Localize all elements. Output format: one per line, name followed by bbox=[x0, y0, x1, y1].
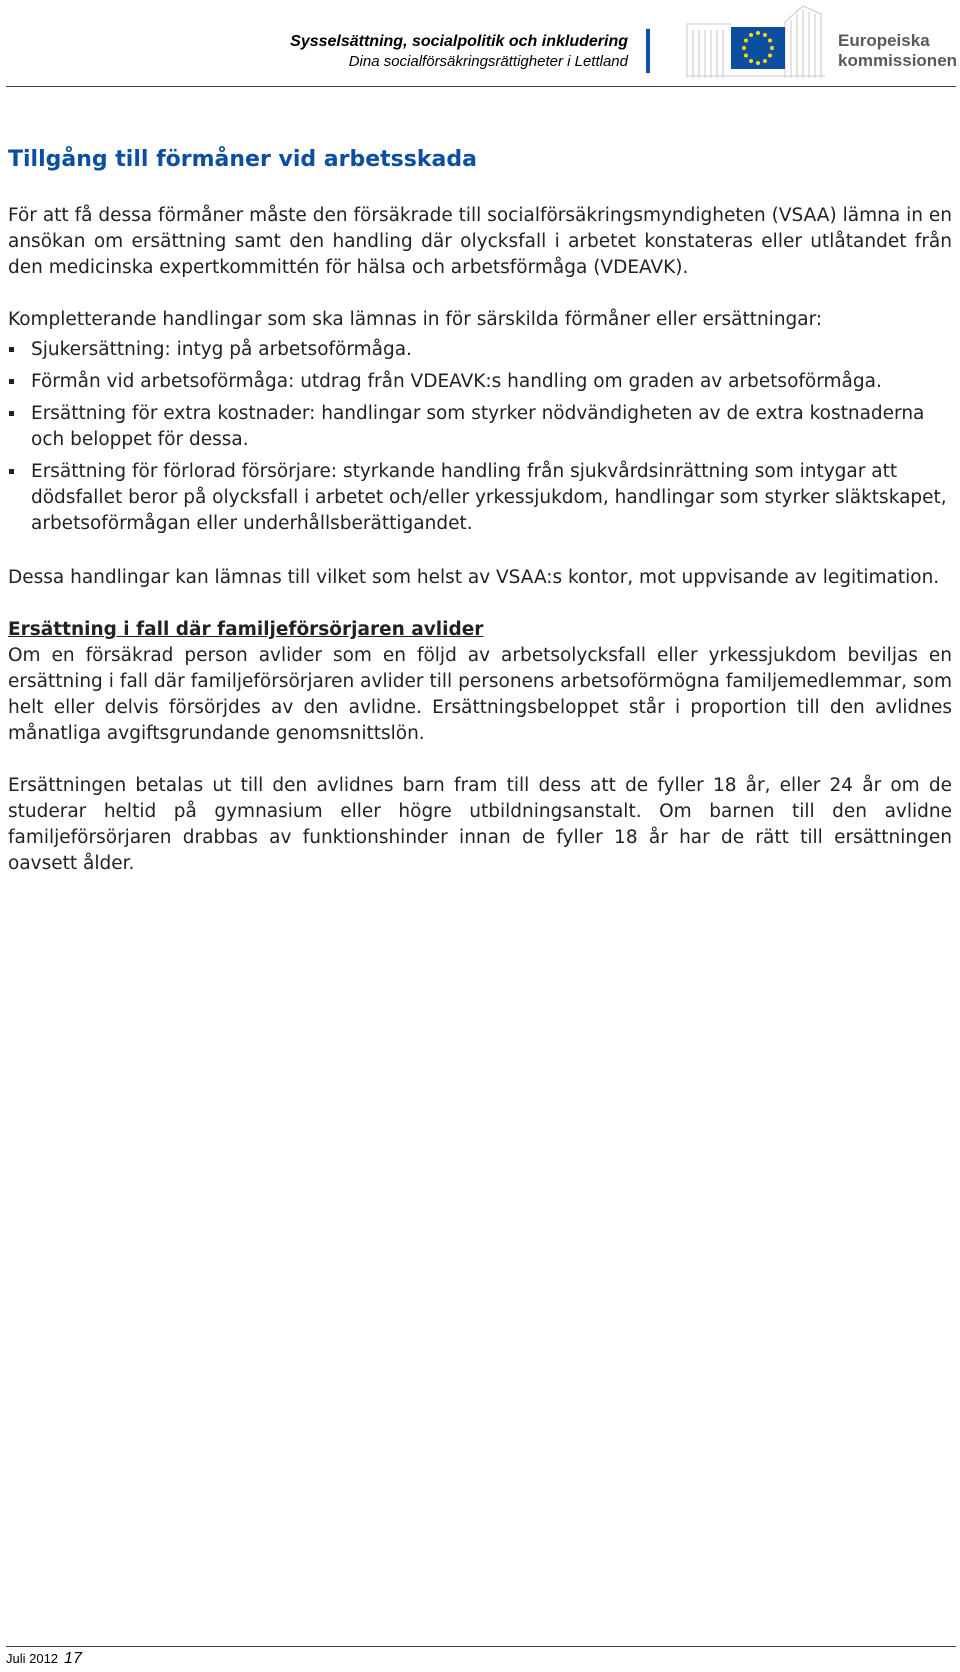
page-title: Tillgång till förmåner vid arbetsskada bbox=[8, 147, 477, 172]
header-divider-bar bbox=[646, 29, 650, 73]
bullet-icon bbox=[9, 469, 14, 474]
logo-line2: kommissionen bbox=[838, 51, 958, 70]
header-title: Sysselsättning, socialpolitik och inkludering bbox=[290, 33, 628, 50]
paragraph-application: För att få dessa förmåner måste den försäkrade till socialförsäkringsmyndigheten (VSAA) lämna in en ansökan om ersättning samt den handling där olycksfall i arbetet konstateras eller utlåtandet från den medicinska expertkommittén för hälsa och arbetsförmåga (VDEAVK). bbox=[8, 205, 952, 278]
header-text bbox=[290, 32, 628, 72]
footer-date: Juli 2012 bbox=[6, 1651, 59, 1666]
bullet-icon bbox=[9, 411, 14, 416]
list-item: Sjukersättning: intyg på arbetsoförmåga. bbox=[8, 337, 952, 363]
header-rule bbox=[6, 86, 956, 87]
page-header bbox=[0, 0, 960, 90]
header-subtitle: Dina socialförsäkringsrättigheter i Lettland bbox=[348, 53, 628, 70]
list-item: Ersättning för extra kostnader: handlingar som styrker nödvändigheten av de extra kostnaderna och beloppet för dessa. bbox=[8, 401, 952, 453]
bullet-icon bbox=[9, 379, 14, 384]
page-footer bbox=[6, 1650, 82, 1668]
list-item: Ersättning för förlorad försörjare: styrkande handling från sjukvårdsinrättning som intygar att dödsfallet beror på olycksfall i arbetet och/eller yrkessjukdom, handlingar som styrker släktskapet, arbetsoförmågan eller underhållsberättigandet. bbox=[8, 459, 952, 537]
eu-flag-building-icon bbox=[685, 2, 835, 80]
main-content bbox=[8, 145, 952, 877]
paragraph-submission: Dessa handlingar kan lämnas till vilket som helst av VSAA:s kontor, mot uppvisande av legitimation. bbox=[8, 567, 940, 588]
list-item: Förmån vid arbetsoförmåga: utdrag från VDEAVK:s handling om graden av arbetsoförmåga. bbox=[8, 369, 952, 395]
paragraph-children: Ersättningen betalas ut till den avlidnes barn fram till dess att de fyller 18 år, eller 24 år om de studerar heltid på gymnasium eller högre utbildningsanstalt. Om barnen till den avlidne familjeförsörjaren drabbas av funktionshinder innan de fyller 18 år har de rätt till ersättningen oavsett ålder. bbox=[8, 775, 952, 874]
footer-rule bbox=[6, 1646, 956, 1647]
section-heading: Ersättning i fall där familjeförsörjaren avlider bbox=[8, 619, 484, 640]
ec-logo-text bbox=[838, 31, 957, 71]
bullet-icon bbox=[9, 347, 14, 352]
document-list bbox=[8, 337, 952, 537]
paragraph-survivor-benefit: Om en försäkrad person avlider som en följd av arbetsolycksfall eller yrkessjukdom beviljas en ersättning i fall där familjeförsörjaren avlider till personens arbetsoförmögna familjemedlemmar, som helt eller delvis försörjdes av den avlidne. Ersättningsbeloppet står i proportion till den avlidnes månatliga avgiftsgrundande genomsnittslön. bbox=[8, 645, 952, 744]
logo-line1: Europeiska bbox=[838, 31, 930, 50]
page-number: 17 bbox=[64, 1650, 82, 1667]
list-intro: Kompletterande handlingar som ska lämnas in för särskilda förmåner eller ersättningar: bbox=[8, 309, 823, 330]
